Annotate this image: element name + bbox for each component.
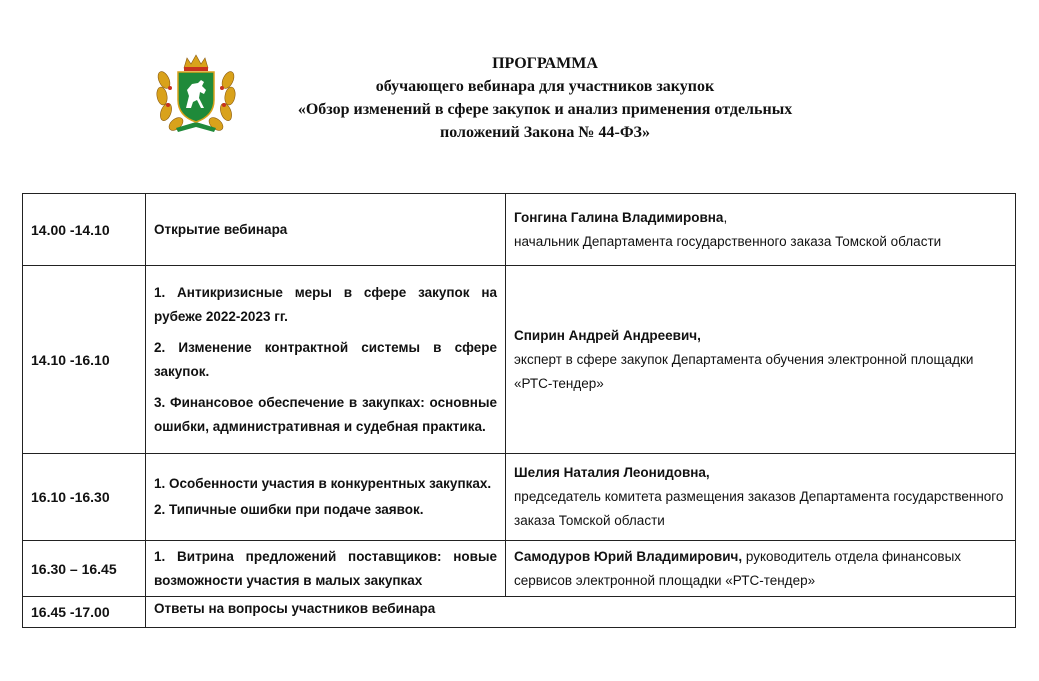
speaker-role: руководитель отдела финансовых сервисов электронной площадки «РТС-тендер» [514, 548, 962, 588]
table-row [23, 454, 1016, 541]
speaker-role: председатель комитета размещения заказов Департамента государственного заказа Томской области [514, 489, 1004, 528]
topic-item: 1. Особенности участия в конкурентных закупках. [154, 476, 492, 491]
speaker-cell [506, 454, 1016, 541]
title-line-1: ПРОГРАММА [492, 55, 598, 72]
speaker-name: Спирин Андрей Андреевич, [514, 327, 701, 343]
speaker-separator: , [723, 209, 728, 225]
table-row [23, 597, 1016, 628]
time-cell: 16.45 -17.00 [23, 597, 146, 628]
topic-item: 2. Изменение контрактной системы в сфере закупок. [154, 339, 497, 379]
speaker-cell [506, 541, 1016, 597]
speaker-role: эксперт в сфере закупок Департамента обучения электронной площадки «РТС-тендер» [514, 351, 974, 391]
topic-item: 2. Типичные ошибки при подаче заявок. [154, 502, 424, 517]
speaker-cell [506, 266, 1016, 454]
speaker-name: Шелия Наталия Леонидовна, [514, 465, 710, 480]
tomsk-region-emblem-icon [154, 50, 238, 134]
time-cell: 14.10 -16.10 [23, 266, 146, 454]
time-cell: 16.30 – 16.45 [23, 541, 146, 597]
title-line-2: обучающего вебинара для участников закупок [375, 78, 715, 95]
time-cell: 16.10 -16.30 [23, 454, 146, 541]
title-line-3: «Обзор изменений в сфере закупок и анализ применения отдельных [297, 101, 793, 118]
topic-cell [146, 266, 506, 454]
topic-item: 1. Антикризисные меры в сфере закупок на рубеже 2022-2023 гг. [154, 284, 497, 324]
topic-item: 1. Витрина предложений поставщиков: новые возможности участия в малых закупках [154, 548, 497, 588]
table-row [23, 541, 1016, 597]
document-header [0, 0, 1039, 190]
speaker-name: Гонгина Галина Владимировна [514, 209, 724, 225]
program-table [22, 193, 1016, 628]
topic-cell [146, 541, 506, 597]
topic-cell [146, 194, 506, 266]
topic-cell [146, 597, 1016, 628]
table-row [23, 194, 1016, 266]
topic-cell [146, 454, 506, 541]
title-line-4: положений Закона № 44-ФЗ» [440, 124, 650, 141]
topic-item: Открытие вебинара [154, 221, 288, 237]
document-title [230, 52, 860, 144]
topic-item: Ответы на вопросы участников вебинара [154, 601, 436, 616]
speaker-name: Самодуров Юрий Владимирович, [514, 548, 743, 564]
topic-item: 3. Финансовое обеспечение в закупках: основные ошибки, административная и судебная практика. [154, 394, 497, 434]
speaker-cell [506, 194, 1016, 266]
time-cell: 14.00 -14.10 [23, 194, 146, 266]
table-row [23, 266, 1016, 454]
speaker-role: начальник Департамента государственного заказа Томской области [514, 233, 942, 249]
